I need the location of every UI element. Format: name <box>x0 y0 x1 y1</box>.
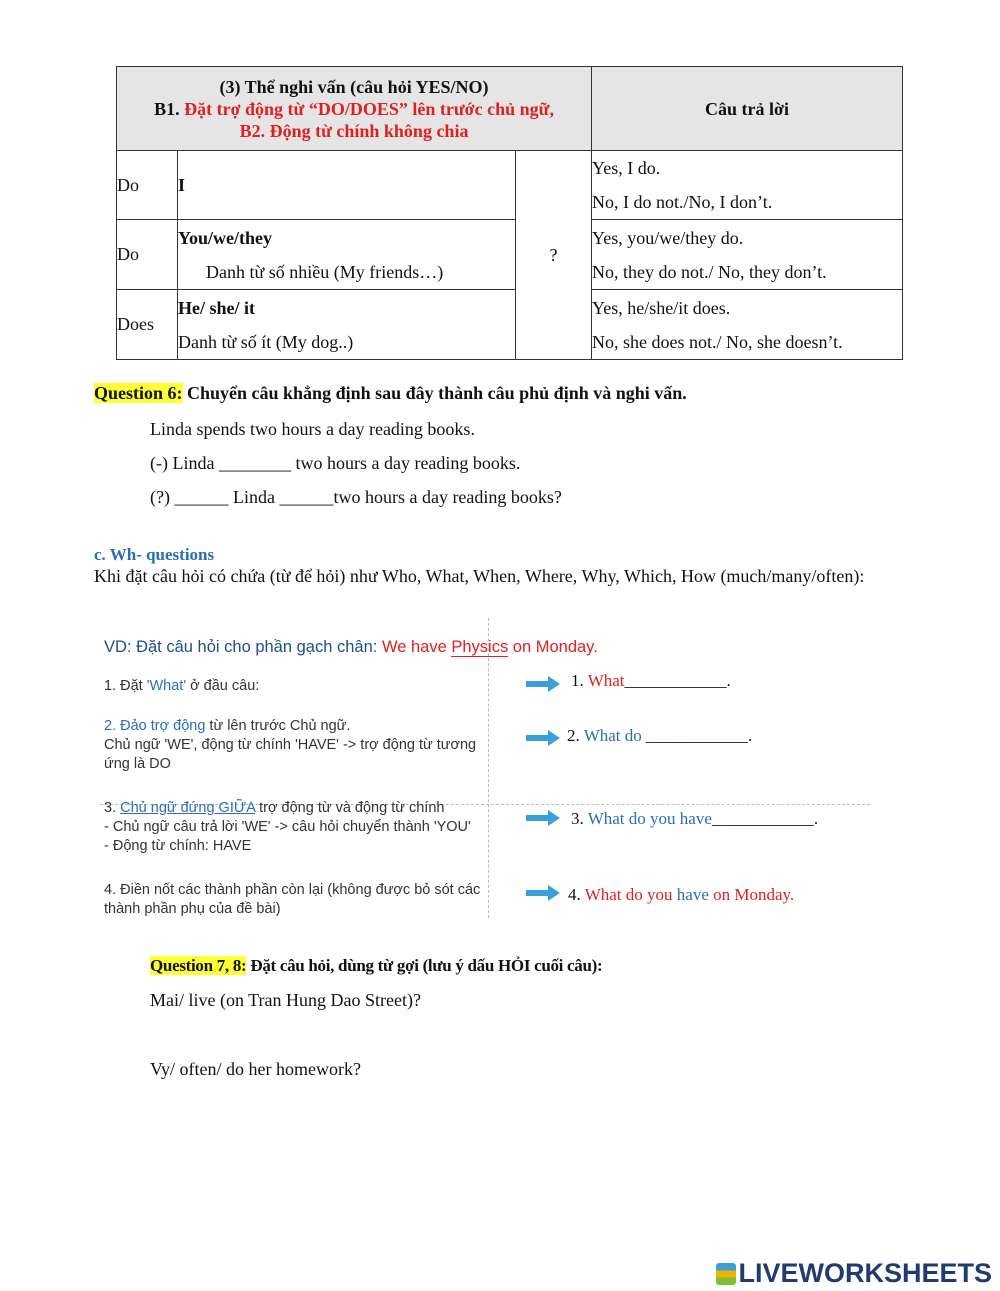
question-mark-cell: ? <box>516 151 592 360</box>
aux-cell: Does <box>117 290 178 360</box>
step-1-pre: 1. Đặt <box>104 678 147 694</box>
question-7-8-label: Question 7, 8: <box>150 956 247 975</box>
subject-extra: Danh từ số ít (My dog..) <box>178 331 354 352</box>
example-label: VD: Đặt câu hỏi cho phần gạch chân: <box>104 638 382 656</box>
step-3-line2: - Chủ ngữ câu trả lời 'WE' -> câu hỏi chuyển thành 'YOU' <box>104 819 471 835</box>
subject-cell <box>178 220 516 290</box>
example-underlined-word: Physics <box>451 638 509 656</box>
result-2-blank: ____________. <box>641 726 753 745</box>
arrow-right-icon <box>526 812 560 824</box>
subject-bold: You/we/they <box>178 227 272 248</box>
question-8-item: Vy/ often/ do her homework? <box>150 1059 361 1079</box>
answer-no: No, she does not./ No, she doesn’t. <box>592 331 843 352</box>
subject-bold: He/ she/ it <box>178 297 255 318</box>
header-line3: B2. Động từ chính không chia <box>239 120 469 141</box>
header-line1: (3) Thể nghi vấn (câu hỏi YES/NO) <box>219 76 489 97</box>
table-row <box>117 290 903 360</box>
step-2-blue: 2. Đảo trợ động <box>104 718 206 734</box>
aux-cell: Do <box>117 220 178 290</box>
step-4-line2: thành phần phụ của đề bài) <box>104 901 281 917</box>
step-3 <box>104 799 471 856</box>
result-2 <box>567 726 752 746</box>
result-4-part1: What do you <box>584 885 677 904</box>
question-6-sentence: Linda spends two hours a day reading books. <box>150 419 475 439</box>
arrow-right-icon <box>526 732 560 744</box>
answer-cell <box>592 220 903 290</box>
subject-cell <box>178 290 516 360</box>
logo-text: LIVEWORKSHEETS <box>738 1258 992 1288</box>
aux-cell: Do <box>117 151 178 220</box>
table-row <box>117 151 903 220</box>
subject-extra: Danh từ số nhiều (My friends…) <box>206 261 444 282</box>
example-heading <box>104 638 598 657</box>
step-2-line2: Chủ ngữ 'WE', động từ chính 'HAVE' -> trợ động từ tương <box>104 737 477 753</box>
example-sentence-pre: We have <box>381 638 452 656</box>
result-4-part2: on Monday. <box>708 885 795 904</box>
table-row <box>117 220 903 290</box>
result-3-blank: ____________. <box>711 809 819 828</box>
header-b1: B1. <box>154 98 180 119</box>
subject-cell <box>178 151 516 220</box>
answer-cell <box>592 151 903 220</box>
question-6-question[interactable]: (?) ______ Linda ______two hours a day reading books? <box>150 487 562 507</box>
result-2-what-do: What do <box>583 726 642 745</box>
question-7-8-instruction: Đặt câu hỏi, dùng từ gợi (lưu ý dấu HỎI cuối câu): <box>246 956 603 975</box>
question-7-8-heading <box>150 956 602 976</box>
step-2 <box>104 717 476 774</box>
step-3-blue: Chủ ngữ đứng GIỮA <box>120 800 256 816</box>
step-4-line1: 4. Điền nốt các thành phần còn lại (không được bỏ sót các <box>104 882 481 898</box>
question-6-heading <box>94 383 687 404</box>
step-4 <box>104 881 480 919</box>
table-header-structure <box>117 67 592 151</box>
result-1 <box>571 671 731 691</box>
step-1 <box>104 677 259 696</box>
table-header-answer: Câu trả lời <box>592 67 903 151</box>
step-3-pre: 3. <box>104 800 121 816</box>
question-6-label: Question 6: <box>94 383 183 403</box>
result-3 <box>571 809 818 829</box>
question-6-negative[interactable]: (-) Linda ________ two hours a day reading books. <box>150 453 521 473</box>
result-1-num: 1. <box>571 671 588 690</box>
answer-no: No, I do not./No, I don’t. <box>592 192 773 212</box>
answer-yes: Yes, you/we/they do. <box>592 227 744 248</box>
step-3-post: trợ động từ và động từ chính <box>255 800 445 816</box>
wh-questions-title: c. Wh- questions <box>94 545 215 564</box>
step-1-post: ở đầu câu: <box>186 678 260 694</box>
step-3-line3: - Động từ chính: HAVE <box>104 838 252 854</box>
question-6-instruction: Chuyển câu khẳng định sau đây thành câu phủ định và nghi vấn. <box>182 383 687 403</box>
yes-no-question-table <box>116 66 903 360</box>
step-1-what: 'What' <box>146 678 187 694</box>
step-2-line3: ứng là DO <box>104 756 171 772</box>
step-2-rest: từ lên trước Chủ ngữ. <box>205 718 351 734</box>
liveworksheets-logo <box>716 1258 992 1289</box>
result-1-what: What <box>587 671 625 690</box>
arrow-right-icon <box>526 678 560 690</box>
result-4 <box>568 885 794 905</box>
divider-vertical <box>488 618 489 918</box>
result-1-blank: ____________. <box>624 671 731 690</box>
result-4-num: 4. <box>568 885 585 904</box>
answer-cell <box>592 290 903 360</box>
result-3-what-do-you-have: What do you have <box>587 809 712 828</box>
arrow-right-icon <box>526 887 560 899</box>
answer-no: No, they do not./ No, they don’t. <box>592 261 827 282</box>
logo-mark-icon <box>716 1263 736 1285</box>
header-line2: Đặt trợ động từ “DO/DOES” lên trước chủ ngữ, <box>184 98 554 119</box>
example-sentence-post: on Monday. <box>508 638 598 656</box>
wh-questions-intro: Khi đặt câu hỏi có chứa (từ để hỏi) như Who, What, When, Where, Why, Which, How (much/many/often): <box>94 566 865 586</box>
result-2-num: 2. <box>567 726 584 745</box>
result-3-num: 3. <box>571 809 588 828</box>
answer-yes: Yes, he/she/it does. <box>592 297 731 318</box>
question-7-item: Mai/ live (on Tran Hung Dao Street)? <box>150 990 421 1010</box>
subject-bold: I <box>178 175 186 195</box>
result-4-have: have <box>676 885 709 904</box>
answer-yes: Yes, I do. <box>592 158 661 178</box>
